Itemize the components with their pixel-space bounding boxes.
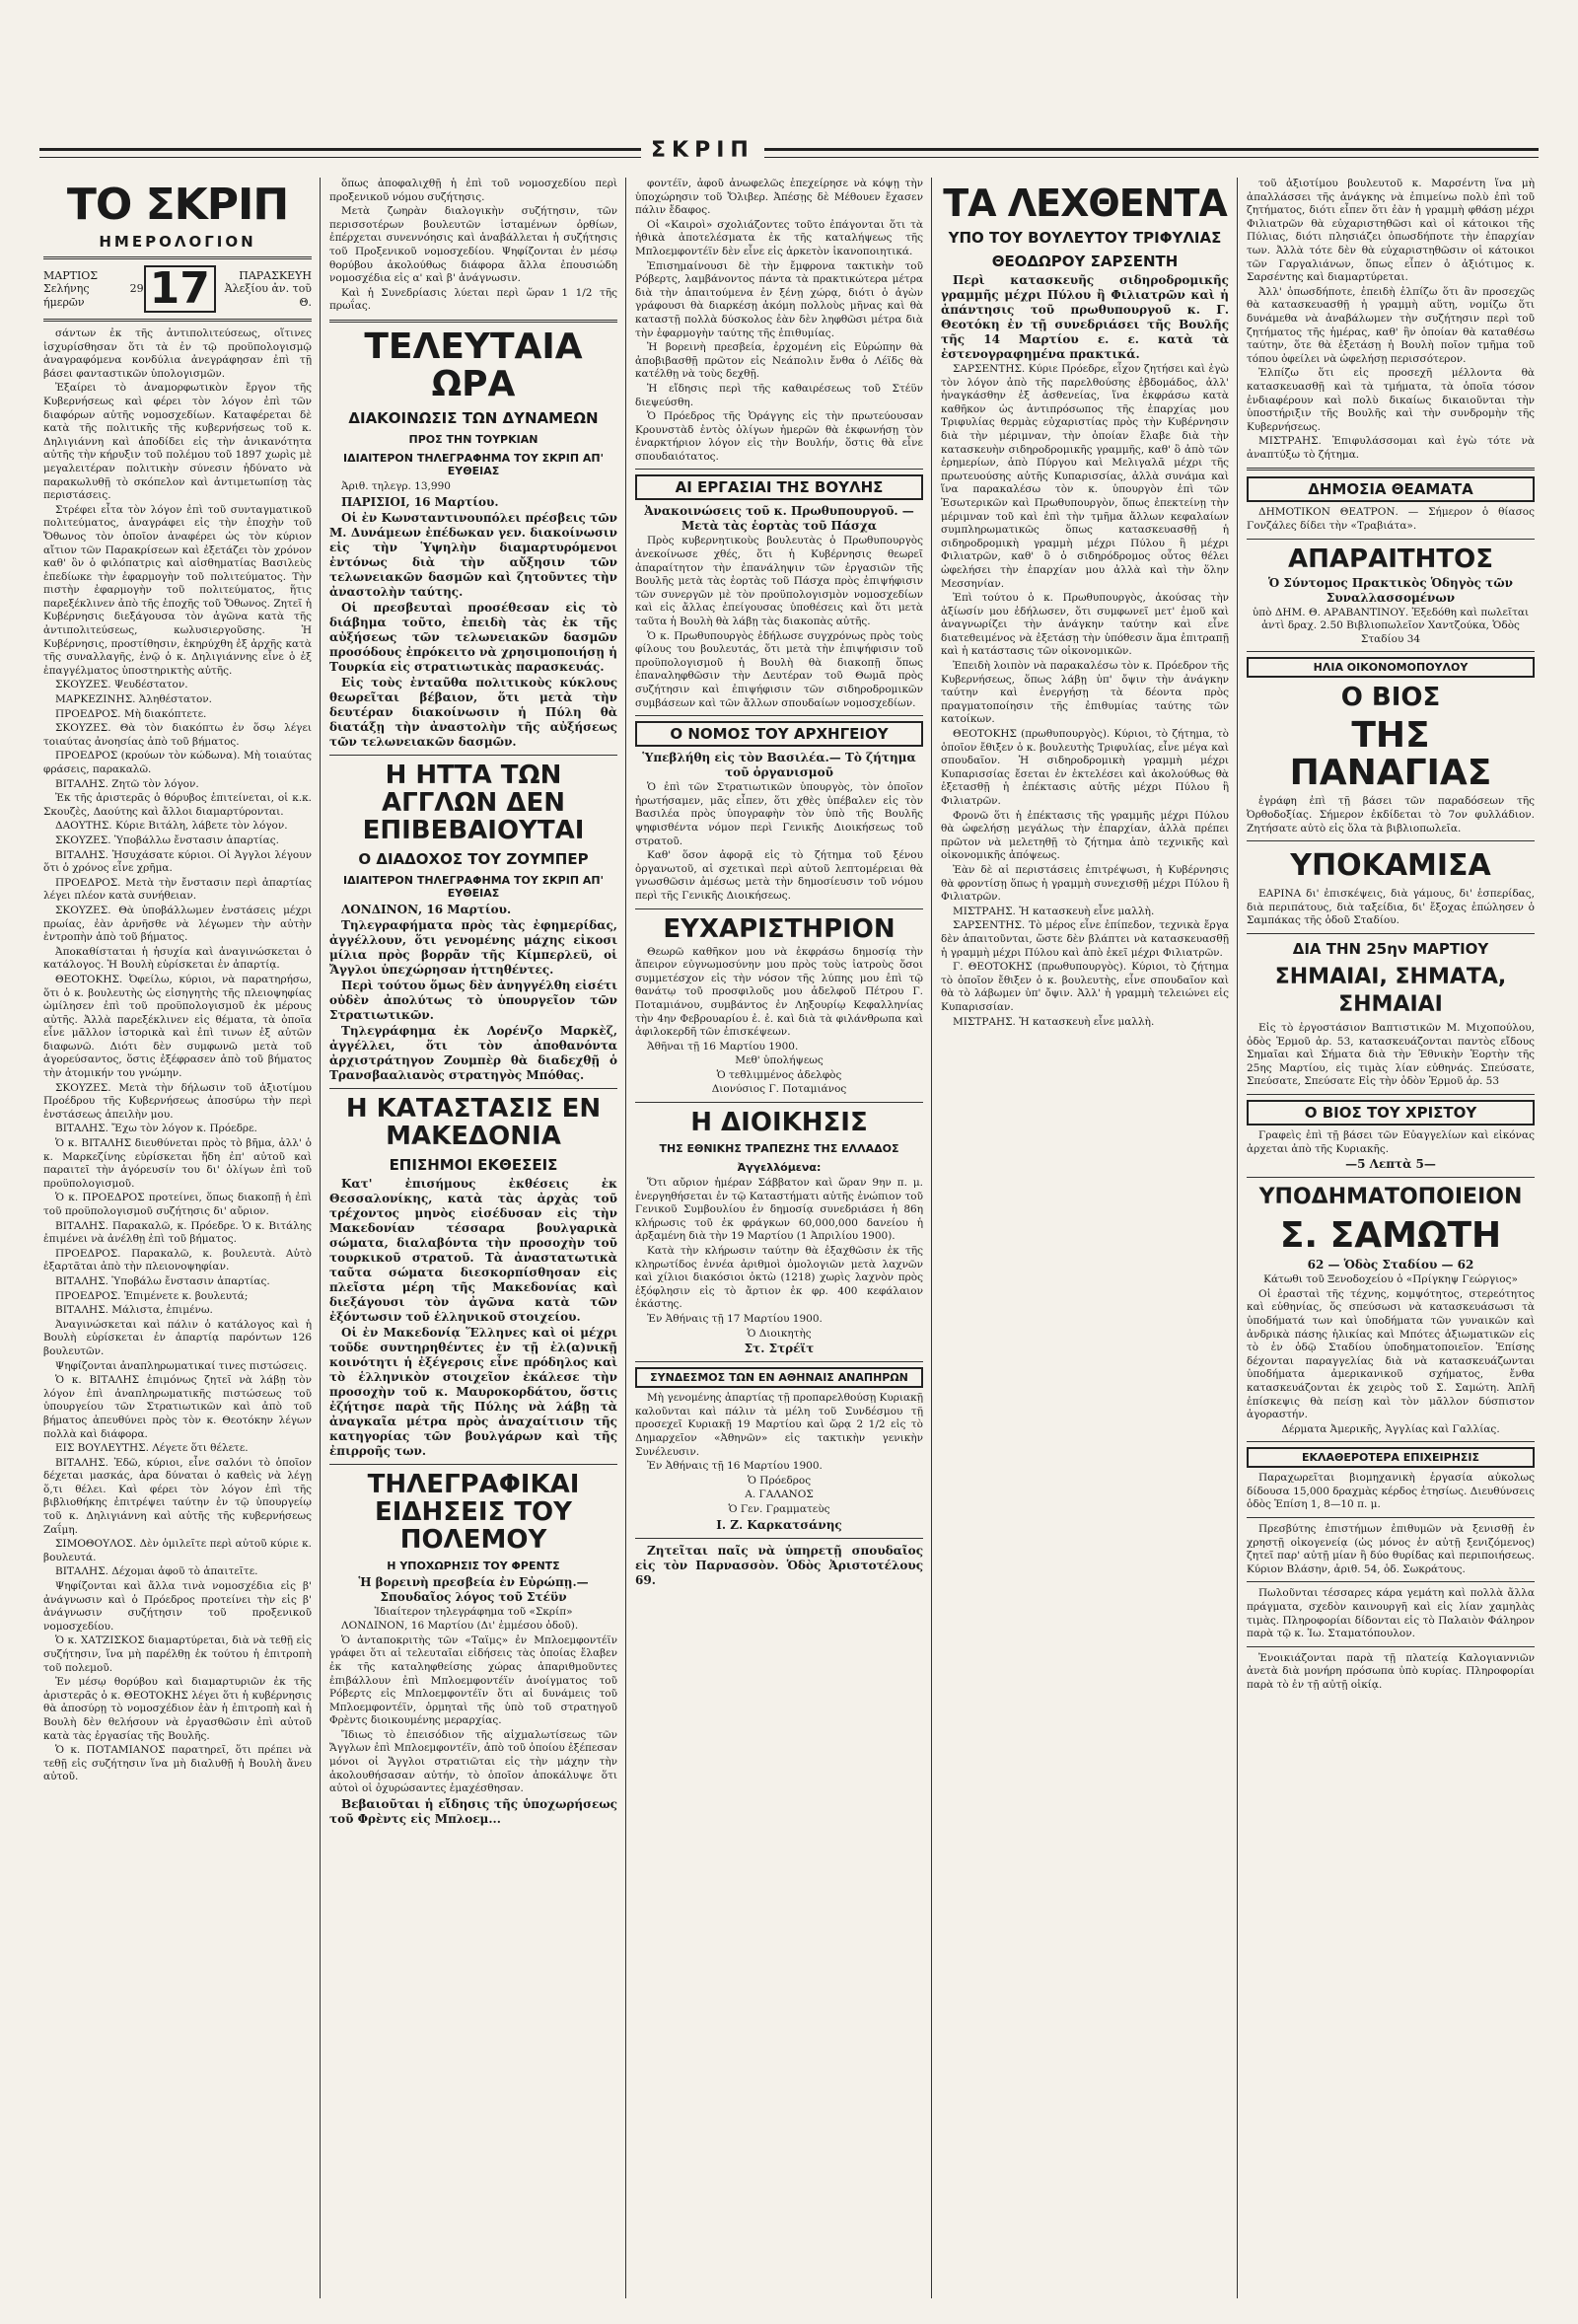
headline-parliament: ΑΙ ΕΡΓΑΣΙΑΙ ΤΗΣ ΒΟΥΛΗΣ [635,474,923,500]
headline-sub: Ἀγγελλόμενα: [737,1161,822,1175]
headline-law: Ο ΝΟΜΟΣ ΤΟΥ ΑΡΧΗΓΕΙΟΥ [635,721,923,747]
date: Ἐν Ἀθήναις τῇ 16 Μαρτίου 1900. [647,1460,823,1473]
dialogue-line: ΣΚΟΥΖΕΣ. Ψευδέστατον. [55,679,188,691]
article-paragraph: Γ. ΘΕΟΤΟΚΗΣ (πρωθυπουργὸς). Κύριοι, τὸ ζήτημα τὸ ὁποῖον ἔθιξεν ὁ κ. βουλευτὴς, εἶνε σπουδαῖον καὶ θὰ τὸ λάβωμεν ὑπ' ὄψιν. Ἀλλ' ἡ γραμμὴ τελειώνει εἰς Κυπαρισσίαν. [941,961,1229,1013]
column-4 [941,178,1229,2298]
ad-body: Εἰς τὸ ἐργοστάσιον Βαπτιστικῶν Μ. Μιχοπούλου, ὁδὸς Ἑρμοῦ ἀρ. 53, κατασκευάζονται παντὸς εἴδους Σημαῖαι καὶ Σήματα διὰ τὴν Ἐθνικὴν Ἑορτὴν τῆς 25ης Μαρτίου, εἰς τιμὰς λίαν εὐθηνάς. Σπεύσατε, Σπεύσατε, Σπεύσατε Εἰς τὴν ὁδὸν Ἑρμοῦ ἀρ. 53 [1247,1022,1535,1088]
ad-body: Παραχωρεῖται βιομηχανικὴ ἐργασία αὐκολως δίδουσα 15,000 δραχμὰς κέρδος ἐτησίως. Διευθύνσεις ὁδὸς Ἑπίση 1, 8—10 π. μ. [1247,1472,1535,1511]
ad-address: Κάτωθι τοῦ Ξενοδοχείου ὁ «Πρίγκηψ Γεώργιος» [1263,1273,1518,1286]
newspaper-name: ΤΟ ΣΚΡΙΠ [66,180,289,230]
lead: Ἡ βορεινὴ πρεσβεία ἐν Εὐρώπῃ.—Σπουδαῖος λόγος τοῦ Στέϋν [358,1574,589,1604]
dialogue-line: ΣΙΜΟΘΟΥΛΟΣ. Δὲν ὁμιλεῖτε περὶ αὐτοῦ κύριε κ. βουλευτά. [43,1538,312,1563]
dialogue-line: ΣΚΟΥΖΕΣ. Θὰ τὸν διακόπτω ἐν ὅσῳ λέγει τοιαύτας ἀνοησίας ἀπὸ τοῦ βήματος. [43,722,312,748]
dialogue-line: ΒΙΤΑΛΗΣ. Ἔχω τὸν λόγον κ. Πρόεδρε. [55,1123,257,1135]
signature: Ὁ Γεν. Γραμματεὺς [728,1502,830,1515]
date: Ἐν Ἀθήναις τῇ 17 Μαρτίου 1900. [647,1313,823,1325]
small-ad: Ζητεῖται παῖς νὰ ὑπηρετῇ σπουδαῖος εἰς τὸν Παρνασσὸν. Ὁδὸς Ἀριστοτέλους 69. [635,1543,923,1587]
col1-paragraphs [43,327,312,678]
col1-dialogue [43,679,312,1784]
headline-sub: Η ΥΠΟΧΩΡΗΣΙΣ ΤΟΥ ΦΡΕΝΤΣ [387,1559,560,1572]
col3-top [635,178,923,464]
dialogue-line: Ὁ κ. ΧΑΤΖΙΣΚΟΣ διαμαρτύρεται, διὰ νὰ τεθῇ εἰς συζήτησιν, ἵνα μὴ παρέλθῃ ἐκ τούτου ἡ ἐπιτροπὴ τοῦ πολεμοῦ. [43,1634,312,1674]
article-paragraph: σάντων ἐκ τῆς ἀντιπολιτεύσεως, οἵτινες ἰσχυρίσθησαν ὅτι τὰ ἐν τῷ προϋπολογισμῷ ἀναγραφόμενα κονδύλια ἀνεγράφησαν ἐπὶ τῇ βάσει φανταστικῶν ὑπολογισμῶν. [43,327,312,380]
article-body: Τηλεγράφημα ἐκ Λορένζο Μαρκὲζ, ἀγγέλλει, ὅτι τὸν ἀποθανόντα ἀρχιστράτηγον Ζουμπὲρ θὰ διαδεχθῇ ὁ Τρανσβααλιανὸς στρατηγὸς Μπόθας. [329,1023,617,1082]
ad-title: ΥΠΟΚΑΜΙΣΑ [1290,848,1491,884]
article-paragraph: Οἱ «Καιροὶ» σχολιάζοντες τοῦτο ἐπάγονται ὅτι τὰ ἠθικὰ ἀποτελέσματα ἐκ τῆς καταλήψεως τῆς Μπλοεμφοντέϊν δὲν εἶνε εἰς ἀρκετὸν ἱκανοποιητικά. [635,218,923,257]
dialogue-line: ΠΡΟΕΔΡΟΣ. Μὴ διακόπτετε. [55,707,207,720]
col3-law-body [635,781,923,903]
signature: Ὁ Πρόεδρος [747,1474,812,1487]
dialogue-line: ΒΙΤΑΛΗΣ. Παρακαλῶ, κ. Πρόεδρε. Ὁ κ. Βιτάλης ἐπιμένει νὰ ἀνέλθῃ ἐπὶ τοῦ βήματος. [43,1219,312,1246]
article-paragraph: Ἀλλ' ὁπωσδήποτε, ἐπειδὴ ἐλπίζω ὅτι ἂν προσεχῶς θὰ κατασκευασθῇ ἡ γραμμὴ αὕτη, νομίζω ὅτι δυνάμεθα νὰ ἀναβάλωμεν τὴν συζήτησιν περὶ τοῦ ζητήματος τῆς ἡμέρας, καθ' ἣν ὁποίαν θὰ καταθέσω ταύτην, ὅτε θὰ ἐξετάσῃ ἡ Βουλὴ ποῖον τμῆμα τοῦ τόπου ὀφείλει νὰ ὠφελήσῃ περισσότερον. [1247,285,1535,365]
ad-title: ΔΙΑ ΤΗΝ 25ην ΜΑΡΤΙΟΥ [1292,940,1489,958]
column-1 [43,178,312,2298]
article-paragraph: Πρὸς κυβερνητικοὺς βουλευτὰς ὁ Πρωθυπουργὸς ἀνεκοίνωσε χθές, ὅτι ἡ Κυβέρνησις θεωρεῖ ἀπαραίτητον τὴν ἐπανάληψιν τῶν ἐργασιῶν τῆς Βουλῆς μετὰ τὰς ἑορτὰς τοῦ Πάσχα πρὸς ἐπιψήφισιν τῶν συνεργῶν μὲ τὸν προϋπολογισμὸν νομοσχεδίων καὶ εἰς ἄλλας ἐπείγουσας ὑποθέσεις καὶ ὅτι μετὰ ταῦτα ἡ Βουλὴ θὰ λάβῃ τὰς διακοπὰς αὐτῆς. [635,535,923,628]
ad-main: ΤΗΣ ΠΑΝΑΓΙΑΣ [1289,715,1492,794]
article-paragraph: Ἐλπίζω ὅτι εἰς προσεχῆ μέλλοντα θὰ κατασκευασθῇ καὶ τὰ τμήματα, τὰ ὁποῖα τόσον ἐνδιαφέρουν καὶ πολὺ δικαίως δικαιοῦνται τὴν ὑποστήριξιν τῆς Βουλῆς καὶ τὴν συνδρομὴν τῆς Κυβερνήσεως. [1247,367,1535,433]
ad-body: ΕΑΡΙΝΑ δι' ἐπισκέψεις, διὰ γάμους, δι' ἑσπερίδας, διὰ περιπάτους, διὰ ταξείδια, δι' ἔξοχας ἐπώλησεν ὁ Σαμπάκας τῆς ὁδοῦ Σταδίου. [1247,888,1535,927]
col4-body [941,363,1229,1029]
article-body: Ὅτι αὔριον ἡμέραν Σάββατον καὶ ὥραν 9ην π. μ. ἐνεργηθήσεται ἐν τῷ Καταστήματι αὐτῆς ἐνώπιον τοῦ Γενικοῦ Συμβουλίου ἐν δημοσίᾳ συνεδριάσει ἡ 86η κλήρωσις τοῦ ἐκ φράγκων 60,000,000 δανείου ἡ ἀρξαμένη διὰ τὴν 19 Μαρτίου (1 Ἀπριλίου 1900). [635,1177,923,1243]
ad-body: ἐγράφη ἐπὶ τῇ βάσει τῶν παραδόσεων τῆς Ὀρθοδοξίας. Σήμερον ἐκδίδεται τὸ 7ον φυλλάδιον. Ζητήσατε αὐτὸ εἰς ὅλα τὰ βιβλιοπωλεῖα. [1247,795,1535,835]
headline-speech: ΤΑ ΛΕΧΘΕΝΤΑ [943,182,1227,225]
headline-sub: ΘΕΟΔΩΡΟΥ ΣΑΡΣΕΝΤΗ [991,253,1179,270]
lead: Περὶ κατασκευῆς σιδηροδρομικῆς γραμμῆς μέχρι Πύλου ἢ Φιλιατρῶν καὶ ἡ ἀπάντησις τοῦ πρωθυπουργοῦ κ. Γ. Θεοτόκη ἐν τῇ συνεδριάσει τῆς Βουλῆς τῆς 14 Μαρτίου ε. ε. κατὰ τὰ ἐστενογραφημένα πρακτικά. [941,273,1229,361]
column-rule [320,178,321,2298]
dateline: ΛΟΝΔΙΝΟΝ, 16 Μαρτίου (Δι' ἐμμέσου ὁδοῦ). [341,1620,579,1633]
article-paragraph: Ἐπισημαίνουσι δὲ τὴν ἔμφρονα τακτικὴν τοῦ Ρόβερτς, λαμβάνοντος πάντα τὰ πρακτικώτερα μέτρα διὰ τὴν ἀπαιτούμενα ἐν ξένῃ χώρᾳ, διότι ὁ ἀγὼν γράφουσι θὰ διαρκέσῃ ἀκόμη πολλοὺς μῆνας καὶ θὰ καταστῇ πολλὰ δύσκολος ἐὰν δὲν ληφθῶσι μέτρα διὰ τὴν ἐφαρμογὴν ταύτης τῆς ἐπιθυμίας. [635,259,923,339]
ad-title: Ο ΒΙΟΣ ΤΟΥ ΧΡΙΣΤΟΥ [1247,1100,1535,1126]
dialogue-line: ΠΡΟΕΔΡΟΣ. Μετὰ τὴν ἔνστασιν περὶ ἀπαρτίας λέγει πλέον κατὰ συνήθειαν. [43,876,312,903]
article-paragraph: Καὶ ἡ Συνεδρίασις λύεται περὶ ὥραν 1 1/2 τῆς πρωΐας. [329,286,617,313]
dialogue-line: ΘΕΟΤΟΚΗΣ. Ὀφείλω, κύριοι, νὰ παρατηρήσω, ὅτι ὁ κ. βουλευτὴς ὡς εἰσηγητὴς τῆς πλειοψηφίας ὡμίλησεν ἐπὶ τοῦ προϋπολογισμοῦ ἐκ μέρους αὐτῆς. Ἀλλὰ παρεξέκλινεν εἰς θέματα, τὰ ὁποῖα εἶνε μᾶλλον ἱστορικὰ καὶ ἐπὶ τινων ἐξ αὐτῶν διαφωνῶ. Διότι δὲν συμφωνῶ μετὰ τοῦ ἀγορεύσαντος, ὅστις ἐξέφρασεν ἀπὸ τοῦ βήματος τὴν ἀτομικήν του γνώμην. [43,973,312,1080]
ad-main: Ο ΒΙΟΣ [1340,683,1441,713]
dialogue-line: ΣΚΟΥΖΕΣ. Θὰ ὑποβάλλωμεν ἐνστάσεις μέχρι πρωίας, ἐὰν ἀρνῆσθε νὰ λέγωμεν τὴν αὐτὴν ἐντροπὴν ἀπὸ τοῦ βήματος. [43,904,312,944]
date: Ἀθῆναι τῇ 16 Μαρτίου 1900. [647,1040,799,1053]
col5-top [1247,178,1535,462]
headline-association: ΣΥΝΔΕΣΜΟΣ ΤΩΝ ΕΝ ΑΘΗΝΑΙΣ ΑΝΑΠΗΡΩΝ [635,1367,923,1388]
dialogue-line: ΒΙΤΑΛΗΣ. Ἐδῶ, κύριοι, εἶνε σαλόνι τὸ ὁποῖον δέχεται μασκάς, ἀρα δύναται ὁ καθεὶς νὰ λέγῃ ὅ,τι θέλει. Καὶ φέρει τὸν λόγον ἐπὶ τῆς βιβλιοθήκης ἐπιτρέψει ταύτην ἐν τῷ ὑπουργείῳ τοῦ κ. Δηλιγιάννη καὶ αὐτῆς τῆς κυβερνήσεως Ζαΐμη. [43,1456,312,1536]
article-body: Κατὰ τὴν κλήρωσιν ταύτην θὰ ἐξαχθῶσιν ἐκ τῆς κληρωτίδος ἐννέα ἀριθμοὶ ὁμολογιῶν μετὰ λαχνῶν καὶ χίλιοι διακόσιοι ὀκτὼ (1218) χωρὶς λαχνὸν πρὸς ἐξόφλησιν εἰς τὸ ἄρτιον ἐκ φρ. 400 κεφάλαιον ἑκάστης. [635,1245,923,1311]
signature: Ὁ τεθλιμμένος ἀδελφὸς [716,1068,842,1081]
article-paragraph: Ἐξαίρει τὸ ἀναμορφωτικὸν ἔργον τῆς Κυβερνήσεως καὶ φέρει τὸν λόγον ἐπὶ τῶν διαφόρων αὐτῆς νομοσχεδίων. Καταφέρεται δὲ κατὰ τῆς πολιτικῆς τῆς κυβερνήσεως τοῦ κ. Δηλιγιάννη καὶ ἀποδίδει εἰς τὴν ἀνικανότητα αὐτῆς τὴν κήρυξιν τοῦ πολέμου τοῦ 1897 χωρὶς μὲ μεγαλειτέραν πολιτικὴν σύνεσιν ἠδύνατο νὰ παρακωλυθῇ τὸ σκόπελον καὶ ἀντιμετωπίσῃ τὰς περιστάσεις. [43,382,312,502]
moon-day: Σελήνης 29 ήμερῶν [43,282,144,309]
ad-body: Δέρματα Ἀμερικῆς, Ἀγγλίας καὶ Γαλλίας. [1281,1422,1500,1435]
ad-title: ΥΠΟΔΗΜΑΤΟΠΟΙΕΙΟΝ [1258,1185,1523,1210]
headline-thanks: ΕΥΧΑΡΙΣΤΗΡΙΟΝ [663,913,896,944]
headline-macedonia: Η ΚΑΤΑΣΤΑΣΙΣ ΕΝ ΜΑΚΕΔΟΝΙΑ [345,1093,602,1151]
day-number: 17 [144,265,216,313]
col2-top [329,178,617,314]
article-paragraph: τοῦ ἀξιοτίμου βουλευτοῦ κ. Μαρσέντη ἵνα μὴ ἀπαλλάσσει τῆς ἀνάγκης νὰ ἐπιμείνω πολὺ ἐπὶ τοῦ ζητήματος, διότι εἶπεν ὅτι ἐὰν ἡ γραμμὴ φθάσῃ μέχρι Φιλιατρῶν θὰ εὐχαριστηθῶσι καὶ οἱ κάτοικοι τῆς Πύλιας, διότι πλησιάζει ὁπωσδήποτε τὴν ἐπαρχίαν των. Ἀλλὰ τότε δὲν θὰ εὐχαριστηθῶσιν οἱ κάτοικοι τῶν Γαργαλιάνων, ὅπως εἶπεν ὁ ἀξιότιμος κ. Σαρσέντης καὶ διαμαρτύρεται. [1247,178,1535,284]
ad-body: ὑπὸ ΔΗΜ. Θ. ΑΡΑΒΑΝΤΙΝΟΥ. Ἐξεδόθη καὶ πωλεῖται ἀντὶ δραχ. 2.50 Βιβλιοπωλεῖον Χαντζούκα, Ὁδὸς Σταδίου 34 [1252,606,1530,645]
article-body: Βεβαιοῦται ἡ εἴδησις τῆς ὑποχωρήσεως τοῦ Φρὲντς εἰς Μπλοεμ... [329,1796,617,1826]
ad-title: ΑΠΑΡΑΙΤΗΤΟΣ [1288,544,1493,574]
wire-label: Ἰδιαίτερον τηλεγράφημα τοῦ «Σκρίπ» [374,1605,573,1618]
article-body: Ὁ ἀνταποκριτὴς τῶν «Ταϊμς» ἐν Μπλοεμφοντέϊν γράφει ὅτι αἱ τελευταῖαι εἰδήσεις τὰς ὁποίας ἔλαβεν ἐκ τῆς καταληφθείσης χώρας ἀπαριθμοῦντες ἐπιβάλλουν ἐπὶ Μπλοεμφοντέϊν ἀνοίγματος τοῦ Ρόβερτς εἰς Μπλοεμφοντέϊν ὅτι αἱ δυνάμεις τοῦ Μπλοεμφοντέϊν, ὁρμηταὶ τῆς ὑπὸ τοῦ στρατηγοῦ Φρὲντς διοικουμένης μεραρχίας. [329,1634,617,1727]
article-paragraph: Ἐπειδὴ λοιπὸν νὰ παρακαλέσω τὸν κ. Πρόεδρον τῆς Κυβερνήσεως, ὅπως λάβῃ ὑπ' ὄψιν τὴν ἀνάγκην ταύτην καὶ ἐνεργήσῃ τὰ δέοντα πρὸς πραγματοποίησιν τῆς ἐπιθυμίας ταύτης τῶν κατοίκων. [941,660,1229,726]
article-body: Οἱ πρεσβευταὶ προσέθεσαν εἰς τὸ διάβημα τοῦτο, ἐπειδὴ τὰς ἐκ τῆς αὐξήσεως τῶν τελωνειακῶν δασμῶν προσόδους ἐπρόκειτο νὰ χρησιμοποιήσῃ ἡ Τουρκία εἰς στρατιωτικὰς παρασκευάς. [329,600,617,674]
dialogue-line: ΕΙΣ ΒΟΥΛΕΥΤΗΣ. Λέγετε ὅτι θέλετε. [55,1442,249,1455]
column-3 [635,178,923,2298]
dialogue-line: ΒΙΤΑΛΗΣ. Ζητῶ τὸν λόγον. [55,777,199,790]
headline-last-hour: ΤΕΛΕΥΤΑΙΑ ΩΡΑ [364,326,583,404]
dialogue-line: Ἐκ τῆς ἀριστερᾶς ὁ θόρυβος ἐπιτείνεται, οἱ κ.κ. Σκουζὲς, Δαούτης καὶ ἄλλοι διαμαρτύρονται. [43,792,312,818]
lead: Ὑπεβλήθη εἰς τὸν Βασιλέα.— Τὸ ζήτημα τοῦ ὀργανισμοῦ [642,751,916,780]
headline-defeat: Η ΗΤΤΑ ΤΩΝ ΑΓΓΛΩΝ ΔΕΝ ΕΠΙΒΕΒΑΙΟΥΤΑΙ [362,760,585,845]
running-title: ΣΚΡΙΠ [641,138,764,163]
article-body: Οἱ ἐν Μακεδονίᾳ Ἕλληνες καὶ οἱ μέχρι τοῦδε συντηρηθέντες ἐν τῇ ἐλ(α)νικῇ κοινότητι ἡ ἐξέγερσις εἶνε πρόδηλος καὶ τὸ ἑλληνικὸν στοιχεῖον ἐκάλεσε τὴν προσοχὴν τοῦ κ. Μαυροκορδάτου, ὅστις ἐζήτησε παρὰ τῆς Πύλης νὰ λάβῃ τὰ ἀναγκαῖα μέτρα πρὸς ἀναχαίτισιν τῆς κατηγορίας τῶν βουλγάρων καὶ τῆς ἐπιρροῆς των. [329,1325,617,1458]
column-rule [625,178,626,2298]
signature: Διονύσιος Γ. Ποταμιάνος [711,1083,847,1096]
headline-bank: Η ΔΙΟΙΚΗΣΙΣ [690,1108,868,1138]
dialogue-line: Ὁ κ. ΠΡΟΕΔΡΟΣ προτείνει, ὅπως διακοπῇ ἡ ἐπὶ τοῦ προϋπολογισμοῦ συζήτησις δι' αὔριον. [43,1192,312,1217]
ad-body: Οἱ ἐρασταὶ τῆς τέχνης, κομψότητος, στερεότητος καὶ εὐθηνίας, ὅς σπεύσωσι νὰ κατασκευάσωσι τὰ ὑποδήματά των καὶ ὑποδήματα τῶν γυναικῶν καὶ ἀνδρικὰ πάσης ἡλικίας καὶ Μπότες ἀξιωματικῶν εἰς τὸ ἐν ὁδῷ Σταδίου ὑποδηματοποιεῖον. Ἐπίσης δέχονται παραγγελίας διὰ νὰ κατασκευάζωνται ὑποδήματα ἀμερικανικοῦ σχήματος, ἔνθα κατασκευάζονται ἐκ χειρὸς τοῦ Σ. Σαμώτη. Ἀπλῆ ἐπίσκεψις θὰ πείσῃ καὶ τὸν μᾶλλον δύσπιστον ἀγοραστήν. [1247,1287,1535,1421]
dialogue-line: ΣΚΟΥΖΕΣ. Μετὰ τὴν δήλωσιν τοῦ ἀξιοτίμου Προέδρου τῆς Κυβερνήσεως ἀποσύρω τὴν περὶ ἐνστάσεως ἀπειλὴν μου. [43,1081,312,1121]
article-paragraph: Φρονῶ ὅτι ἡ ἐπέκτασις τῆς γραμμῆς μέχρι Πύλου θὰ ὠφελήσῃ μεγάλως τὴν ἐπαρχίαν, ἀλλὰ πρέπει πρῶτον νὰ μελετηθῇ τὸ ζήτημα ἀπὸ τεχνικῆς καὶ οἰκονομικῆς ἀπόψεως. [941,809,1229,862]
dialogue-line: ΔΑΟΥΤΗΣ. Κύριε Βιτάλη, λάβετε τὸν λόγον. [55,820,288,833]
article-paragraph: Στρέφει εἶτα τὸν λόγον ἐπὶ τοῦ συνταγματικοῦ πολιτεύματος, ἀναγράφει εἰς τὴν ἐποχὴν τοῦ Ὄθωνος τὸν ὁποῖον ἀναφέρει ὡς τὸν κύριον αἴτιον τῶν Παρακρίσεων καὶ ἐξετάζει τὸν χρόνον καθ' ὃν ὁ φιλόπατρις καὶ αἰσθηματίας Βασιλεὺς ἐπεδίωκε τὴν ἐφαρμογὴν τοῦ πολιτεύματος. Τὴν πιστὴν ἐφαρμογὴν τοῦ πολιτεύματος, ἥτις παρεξέκλινεν ἀπὸ τῆς ἐποχῆς τοῦ Ὄθωνος. Ζητεῖ ἡ Κυβέρνησις διεξάγουσα τὸν ἀγῶνα κατὰ τῆς ἀντιπολιτεύσεως, κωλυσιεργοῦσης. Ἡ Κυβέρνησις, προστίθησιν, ἐκηρύχθη ἐξ ἀρχῆς κατὰ τῆς συναλλαγῆς, ἐνῷ ὁ κ. Δηλιγιάννης εἶνε ὁ ἐξ ἐπαγγέλματος ὑποστηρικτὴς αὐτῆς. [43,503,312,677]
article-paragraph: Ἡ εἴδησις περὶ τῆς καθαιρέσεως τοῦ Στέϋν διεψεύσθη. [635,382,923,408]
signature: Στ. Στρέϊτ [744,1342,815,1356]
ad-address: 62 — Ὁδὸς Σταδίου — 62 [1307,1258,1474,1272]
month: ΜΑΡΤΙΟΣ [43,268,99,282]
article-body: Θεωρῶ καθῆκον μου νὰ ἐκφράσω δημοσίᾳ τὴν ἄπειρον εὐγνωμοσύνην μου πρὸς τοὺς ἰατροὺς ὅσοι συμμετέσχον εἰς τὴν νόσον τῆς λύπης μου ἐπὶ τῷ θανάτῳ τοῦ προσφιλοῦς μου ἀδελφοῦ Πέτρου Γ. Ποταμιάνου, συμβάντος ἐν Ληξουρίῳ Κεφαλληνίας τὴν 4ην Φεβρουαρίου ἐ. ἐ. καὶ διὰ τὰ φιλάνθρωπα καὶ ἀφιλοκερδῆ τῶν ἐπισκέψεων. [635,945,923,1039]
ad-title: ΗΛΙΑ ΟΙΚΟΝΟΜΟΠΟΥΛΟΥ [1247,657,1535,678]
headline-sub: ΔΙΑΚΟΙΝΩΣΙΣ ΤΩΝ ΔΥΝΑΜΕΩΝ [348,408,599,427]
ad-title: ΕΚΛΑΘΕΡΟΤΕΡΑ ΕΠΙΧΕΙΡΗΣΙΣ [1247,1447,1535,1468]
small-ad: Ἐνοικιάζονται παρὰ τῇ πλατείᾳ Καλογιαννιῶν ἀνετὰ διὰ μονήρη πρόσωπα ὑπὸ κυρίας. Πληροφορίαι παρὰ τὸ ἐν τῇ αὐτῇ οἰκίᾳ. [1247,1651,1535,1691]
article-paragraph: ΘΕΟΤΟΚΗΣ (πρωθυπουργὸς). Κύριοι, τὸ ζήτημα, τὸ ὁποῖον ἔθιξεν ὁ κ. βουλευτὴς Τριφυλίας, εἶνε μέγα καὶ σπουδαῖον. Ἡ σιδηροδρομικὴ γραμμὴ μέχρι Κυπαρισσίας ἔσεται ἐν ἐκτελέσει καὶ ἀκολούθως θὰ ἐξετασθῇ ἡ ἐπέκτασις αὐτῆς μέχρι Πύλου ἢ Φιλιατρῶν. [941,728,1229,807]
wire-label: ΙΔΙΑΙΤΕΡΟΝ ΤΗΛΕΓΡΑΦΗΜΑ ΤΟΥ ΣΚΡΙΠ ΑΠ' ΕΥΘΕΙΑΣ [343,451,604,477]
dialogue-line: ΜΑΡΚΕΖΙΝΗΣ. Ἀληθέστατον. [55,693,213,706]
date-box [43,265,312,313]
article-paragraph: Ὁ ἐπὶ τῶν Στρατιωτικῶν ὑπουργὸς, τὸν ὁποῖον ἠρωτήσαμεν, μᾶς εἶπεν, ὅτι χθὲς ὑπέβαλεν εἰς τὸν Βασιλέα πρὸς ὑπογραφὴν τὸν ὑπὸ τῆς Βουλῆς ψηφισθέντα νόμον περὶ Γενικῆς Διοικήσεως τοῦ στρατοῦ. [635,781,923,847]
dialogue-line: Ὁ κ. ΒΙΤΑΛΗΣ διευθύνεται πρὸς τὸ βῆμα, ἀλλ' ὁ κ. Μαρκεζίνης εὑρίσκεται ἤδη ἐπ' αὐτοῦ καὶ παραιτεῖ τὴν ἀγόρευσίν του δι' ὀλίγων ἐπὶ τοῦ προϋπολογισμοῦ. [43,1137,312,1190]
wire-label: ΙΔΙΑΙΤΕΡΟΝ ΤΗΛΕΓΡΑΦΗΜΑ ΤΟΥ ΣΚΡΙΠ ΑΠ' ΕΥΘΕΙΑΣ [343,873,604,900]
headline-sub: ΕΠΙΣΗΜΟΙ ΕΚΘΕΣΕΙΣ [389,1155,558,1174]
dialogue-line: ΒΙΤΑΛΗΣ. Δέχομαι ἀφοῦ τὸ ἀπαιτεῖτε. [55,1565,258,1578]
article-paragraph: Ἡ βορεινὴ πρεσβεία, ἐρχομένη εἰς Εὐρώπην θὰ ἀποβιβασθῇ πρῶτον εἰς Νεάπολιν ἔνθα ὁ Λέϊδς θὰ κατέλθῃ νὰ τοὺς δεχθῇ. [635,341,923,381]
small-ad: Πρεσβύτης ἐπιστήμων ἐπιθυμῶν νὰ ξενισθῇ ἐν χρηστῇ οἰκογενείᾳ (ὡς μόνος ἐν αὐτῇ ξενιζόμενος) ζητεῖ παρ' αὐτῇ μίαν ἢ δύο θυρίδας καὶ περιποιήσεως. Κύριον Βλάσην, ἀριθ. 54, ὁδ. Σωκράτους. [1247,1523,1535,1575]
article-paragraph: Ἐπὶ τούτου ὁ κ. Πρωθυπουργὸς, ἀκούσας τὴν ἀξίωσίν μου ἐδήλωσεν, ὅτι συμφωνεῖ μετ' ἐμοῦ καὶ ἀναγνωρίζει τὴν ἀνάγκην ταύτην καὶ εἶνε διατεθειμένος νὰ ἐξετάσῃ τὴν ὑπόθεσιν ἅμα ἐπιτραπῇ καὶ ἡ κατάστασις τῶν οἰκονομικῶν. [941,592,1229,658]
ad-body: ΔΗΜΟΤΙΚΟΝ ΘΕΑΤΡΟΝ. — Σήμερον ὁ θίασος Γονζάλες δίδει τὴν «Τραβιάτα». [1247,506,1535,533]
article-body: Κατ' ἐπισήμους ἐκθέσεις ἐκ Θεσσαλονίκης, κατὰ τὰς ἀρχὰς τοῦ τρέχοντος μηνὸς εἰσέδυσαν εἰς τὴν Μακεδονίαν τέσσαρα βουλγαρικὰ σώματα, διαλαβόντα τὴν προσοχὴν τοῦ τουρκικοῦ στρατοῦ. Τὰ ἀναστατωτικὰ ταῦτα σώματα διεσκορπίσθησαν εἰς πλεῖστα μέρη τῆς Μακεδονίας καὶ διεξάγουσι τὸν ἀγῶνα κατὰ τῶν ἐξόντωσιν τοῦ ἑλληνικοῦ στοιχείου. [329,1176,617,1324]
article-paragraph: Ἐὰν δὲ αἱ περιστάσεις ἐπιτρέψωσι, ἡ Κυβέρνησις θὰ φροντίσῃ ὅπως ἡ γραμμὴ συνεχισθῇ μέχρι Πύλου ἢ Φιλιατρῶν. [941,863,1229,904]
signature: Ὁ Διοικητὴς [747,1327,812,1340]
dialogue-line: ΣΚΟΥΖΕΣ. Ὑποβάλλω ἔνστασιν ἀπαρτίας. [55,834,279,846]
article-body: Εἰς τοὺς ἐνταῦθα πολιτικοὺς κύκλους θεωρεῖται βέβαιον, ὅτι μετὰ τὴν δευτέραν διακοίνωσιν ἡ Πύλη θὰ διατάξῃ τὴν ἀναστολὴν τῆς αὐξήσεως τῶν τελωνειακῶν δασμῶν. [329,675,617,749]
column-5 [1247,178,1535,2298]
weekday: ΠΑΡΑΣΚΕΥΗ [239,268,312,282]
article-body: Μὴ γενομένης ἀπαρτίας τῇ προπαρελθούσῃ Κυριακῇ καλοῦνται καὶ πάλιν τὰ μέλη τοῦ Συνδέσμου τῇ προσεχεῖ Κυριακῇ 19 Μαρτίου καὶ ὥρᾳ 2 1/2 εἰς τὸ Δημαρχεῖον «Ἀθηνῶν» εἰς τακτικὴν γενικὴν Συνέλευσιν. [635,1392,923,1458]
article-paragraph: ὅπως ἀποφαλιχθῇ ἡ ἐπὶ τοῦ νομοσχεδίου περὶ προξενικοῦ νόμου συζήτησις. [329,178,617,203]
lead: Ἀνακοινώσεις τοῦ κ. Πρωθυπουργοῦ. — Μετὰ τὰς ἑορτὰς τοῦ Πάσχα [644,504,914,534]
dialogue-line: ΒΙΤΑΛΗΣ. Μάλιστα, ἐπιμένω. [55,1304,213,1317]
signature: Ι. Ζ. Καρκατσάνης [716,1517,842,1532]
dialogue-line: Ἀποκαθίσταται ἡ ἡσυχία καὶ ἀναγινώσκεται ὁ κατάλογος. Ἡ Βουλὴ εὑρίσκεται ἐν ἀπαρτίᾳ. [43,945,312,972]
ad-title: ΔΗΜΟΣΙΑ ΘΕΑΜΑΤΑ [1247,476,1535,502]
signature: Μεθ' ὑπολήψεως [735,1054,824,1067]
column-rule [1237,178,1238,2298]
headline-sub: ΠΡΟΣ ΤΗΝ ΤΟΥΡΚΙΑΝ [408,432,538,446]
ad-sub: Ὁ Σύντομος Πρακτικὸς Ὁδηγὸς τῶν Συναλλασσομένων [1268,575,1513,605]
article-body: Ἴδιως τὸ ἐπεισόδιον τῆς αἰχμαλωτίσεως τῶν Ἄγγλων ἐπὶ Μπλοεμφοντέϊν, ἀπὸ τοῦ ὁποίου ἐξέπεσαν μόνοι οἱ Ἄγγλοι στρατιῶται εἰς τὴν μάχην τὴν ἀκολουθήσασαν αὐτήν, τὸ ὁποῖον ἀποκάλυψε ὅτι αὐτοὶ οἱ ὀχυρώσαντες ἐμαχέσθησαν. [329,1728,617,1795]
article-paragraph: Καθ' ὅσον ἀφορᾷ εἰς τὸ ζήτημα τοῦ ξένου ὀργανωτοῦ, αἱ σχετικαὶ περὶ αὐτοῦ λεπτομέρειαι θὰ γνωσθῶσιν ἀμέσως μετὰ τὴν δημοσίευσιν τοῦ νόμου περὶ τῆς Γενικῆς Διοικήσεως. [635,849,923,902]
wire-number: Ἀριθ. τηλεγρ. 13,990 [341,479,451,492]
dialogue-line: ΒΙΤΑΛΗΣ. Ὑποβάλω ἔνστασιν ἀπαρτίας. [55,1274,270,1287]
saint: Ἀλεξίου ἀν. τοῦ Θ. [224,282,312,309]
column-rule [931,178,932,2298]
headline-sub: Ο ΔΙΑΔΟΧΟΣ ΤΟΥ ΖΟΥΜΠΕΡ [358,849,589,868]
dateline: ΛΟΝΔΙΝΟΝ, 16 Μαρτίου. [341,902,512,916]
article-body: Οἱ ἐν Κωνσταντινουπόλει πρέσβεις τῶν Μ. Δυνάμεων ἐπέδωκαν γεν. διακοίνωσιν εἰς τὴν Ὑψηλὴν διαμαρτυρόμενοι ἐντόνως διὰ τὴν αὔξησιν τῶν τελωνειακῶν δασμῶν καὶ ζητοῦντες τὴν ἀναστολὴν ταύτης. [329,510,617,599]
article-paragraph: ΣΑΡΣΕΝΤΗΣ. Κύριε Πρόεδρε, εἶχον ζητήσει καὶ ἐγὼ τὸν λόγον ἀπὸ τῆς παρελθούσης ἑβδομάδος, ἀλλ' ἠναγκάσθην ἐξ ἀσθενείας, ἵνα ἐκφράσω κατὰ καθῆκον ὡς ἀντιπρόσωπος τῆς ἐπαρχίας μου Τριφυλίας θερμὰς εὐχαριστίας πρὸς τὴν Κυβέρνησιν διὰ τὴν μέριμναν, τὴν ὁποίαν ἔλαβε διὰ τὴν κατασκευὴν σιδηροδρομικῆς γραμμῆς, καθ' ὃ ἀπὸ τῶν ἐρημερίων, ἀπὸ Πύργου καὶ Μελιγαλᾶ μέχρι τῆς πρωτευούσης αὐτῆς Κυπαρισσίας, ἀλλὰ συνάμα καὶ ἵνα παρακαλέσω τὸν κ. ὑπουργὸν ἐπὶ τῶν Ἐσωτερικῶν καὶ Πρωθυπουργὸν, ὅπως ἐπεκτείνῃ τὴν μέριμναν τοῦ καὶ ἐπὶ τὴν τμῆμα ἄλλων κεφαλαίων συμπληρωματικῶς ὅπως κατασκευασθῇ ἡ σιδηροδρομικὴ γραμμὴ μέχρι Πύλου ἢ μέχρι Φιλιατρῶν, καθ' ὃ ὁ σιδηρόδρομος οὗτος θέλει ὠφελήσει τὴν ἐπαρχίαν μου ἀλλὰ καὶ τὴν ὅλην Μεσσηνίαν. [941,363,1229,590]
article-body: Περὶ τούτου ὅμως δὲν ἀνηγγέλθη εἰσέτι οὐδὲν ἀπολύτως τὸ ὑπουργεῖον τῶν Στρατιωτικῶν. [329,978,617,1022]
ad-body: Γραφεὶς ἐπὶ τῇ βάσει τῶν Εὐαγγελίων καὶ εἰκόνας ἀρχεται ἀπὸ τῆς Κυριακῆς. [1247,1128,1535,1155]
ad-title: ΣΗΜΑΙΑΙ, ΣΗΜΑΤΑ, ΣΗΜΑΙΑΙ [1274,965,1507,1017]
signature: Α. ΓΑΛΑΝΟΣ [745,1489,814,1501]
headline-war-news: ΤΗΛΕΓΡΑΦΙΚΑΙ ΕΙΔΗΣΕΙΣ ΤΟΥ ΠΟΛΕΜΟΥ [367,1469,580,1555]
article-paragraph: φοντέϊν, ἀφοῦ ἀνωφελῶς ἐπεχείρησε νὰ κόψῃ τὴν ὑποχώρησιν τοῦ Ὄλιβερ. Ἀπέσῃς δὲ Μέθουεν ἔχασεν πάλιν ἔδαφος. [635,178,923,217]
col3-parliament-body [635,535,923,710]
dialogue-line: Ἐν μέσῳ θορύβου καὶ διαμαρτυριῶν ἐκ τῆς ἀριστερᾶς ὁ κ. ΘΕΟΤΟΚΗΣ λέγει ὅτι ἡ κυβέρνησις θὰ ἀποσύρῃ τὸ νομοσχέδιον ἐὰν ἡ ἐπιτροπὴ καὶ ἡ Βουλὴ δὲν θελήσουν νὰ ἐργασθῶσιν ἐπὶ αὐτοῦ κατὰ τὰς ἐργασίας τῆς Βουλῆς. [43,1676,312,1742]
article-paragraph: Ὁ κ. Πρωθυπουργὸς ἐδήλωσε συγχρόνως πρὸς τοὺς φίλους του βουλευτάς, ὅτι μετὰ τὴν ἐπιψήφισιν τοῦ προϋπολογισμοῦ ἡ Βουλὴ θὰ διακοπῇ ὅπως ἐπαναληφθῶσιν τὴν Δευτέραν τοῦ Θωμᾶ πρὸς συζήτησιν καὶ ἐπιψήφισιν τῶν σιδηροδρομικῶν συμβάσεων καὶ τῶν ἄλλων σπουδαίων νομοσχεδίων. [635,629,923,709]
small-ad: Πωλοῦνται τέσσαρες κάρα γεμάτη καὶ πολλὰ ἄλλα πράγματα, σχεδὸν καινουργῆ καὶ εἰς λίαν χαμηλὰς τιμὰς. Πληροφορίαι δίδονται εἰς τὸ Παλαιὸν Φάληρον παρὰ τῷ κ. Ἰω. Σταματόπουλον. [1247,1587,1535,1640]
column-2 [329,178,617,2298]
article-paragraph: Μετὰ ζωηρὰν διαλογικὴν συζήτησιν, τῶν περισσοτέρων βουλευτῶν ἱσταμένων ὀρθίων, ἐπέρχεται συνεννόησις καὶ ἀναβάλλεται ἡ συζήτησις τοῦ Προξενικοῦ νομοσχεδίου. Ψηφίζονται ἐν μέσῳ θορύβου ἀκολούθως διάφορα ἄλλα ἐπουσιώδη νομοσχέδια εἰς α' καὶ β' ἀνάγνωσιν. [329,205,617,285]
ad-price: —5 Λεπτὰ 5— [1345,1157,1436,1172]
article-paragraph: ΜΙΣΤΡΑΗΣ. Ἡ κατασκευὴ εἶνε μαλλὴ. [953,1015,1155,1028]
newspaper-subtitle: ΗΜΕΡΟΛΟΓΙΟΝ [99,233,256,251]
article-body: Τηλεγραφήματα πρὸς τὰς ἐφημερίδας, ἀγγέλλουν, ὅτι γενομένης μάχης εἰκοσι μίλια πρὸς βορρᾶν τῆς Κίμπερλεϋ, οἱ Ἄγγλοι ὑπεχώρησαν ἡττηθέντες. [329,917,617,977]
article-paragraph: ΣΑΡΣΕΝΤΗΣ. Τὸ μέρος εἶνε ἐπίπεδον, τεχνικὰ ἔργα δὲν ἀπαιτοῦνται, ὥστε δὲν βλάπτει νὰ κατασκευασθῇ ἡ γραμμὴ μέχρι Πύλου καὶ ἀπὸ ἐκεῖ μέχρι Φιλιατρῶν. [941,919,1229,959]
dialogue-line: Ὁ κ. ΒΙΤΑΛΗΣ ἐπιμόνως ζητεῖ νὰ λάβῃ τὸν λόγον ἐπὶ ἀναπληρωματικῆς πιστώσεως τοῦ ὑπουργείου τῶν Στρατιωτικῶν καὶ ἀπὸ τοῦ βήματος ἀπευθύνει πρὸς τὸν κ. Θεοτόκην λέγων πολλὰ καὶ διάφορα. [43,1374,312,1440]
dialogue-line: ΒΙΤΑΛΗΣ. Ἡσυχάσατε κύριοι. Οἱ Ἀγγλοι λέγουν ὅτι ὁ χρόνος εἶνε χρῆμα. [43,848,312,875]
dialogue-line: Ὁ κ. ΠΟΤΑΜΙΑΝΟΣ παρατηρεῖ, ὅτι πρέπει νὰ τεθῇ εἰς συζήτησιν ἵνα μὴ διαλυθῇ ἡ Βουλὴ ἄνευ αὐτοῦ. [43,1744,312,1783]
dialogue-line: Ἀναγινώσκεται καὶ πάλιν ὁ κατάλογος καὶ ἡ Βουλὴ εὑρίσκεται ἐν ἀπαρτίᾳ παρόντων 126 βουλευτῶν. [43,1318,312,1357]
article-paragraph: Ὁ Πρόεδρος τῆς Ὀράγγης εἰς τὴν πρωτεύουσαν Κρουνστὰδ ἐντὸς ὀλίγων ἡμερῶν θὰ ἐκφωνήσῃ τὸν ἐναρκτήριον λόγον εἰς τὴν Βουλήν, ὅστις θὰ εἶνε σπουδαιότατος. [635,410,923,463]
article-paragraph: ΜΙΣΤΡΑΗΣ. Ἐπιφυλάσσομαι καὶ ἐγὼ τότε νὰ ἀναπτύξω τὸ ζήτημα. [1247,435,1535,461]
ad-main: Σ. ΣΑΜΩΤΗ [1279,1215,1502,1257]
dialogue-line: ΠΡΟΕΔΡΟΣ (κρούων τὸν κώδωνα). Μὴ τοιαύτας φράσεις, παρακαλῶ. [43,750,312,775]
masthead-rule [39,148,1539,158]
dialogue-line: Ψηφίζονται καὶ ἄλλα τινὰ νομοσχέδια εἰς β' ἀνάγνωσιν καὶ ὁ Πρόεδρος προτείνει τὴν εἰς β' ἀνάγνωσιν συζήτησιν τοῦ προξενικοῦ νομοσχεδίου. [43,1580,312,1633]
headline-sub: ΥΠΟ ΤΟΥ ΒΟΥΛΕΥΤΟΥ ΤΡΙΦΥΛΙΑΣ [948,229,1222,247]
dialogue-line: Ψηφίζονται ἀναπληρωματικαί τινες πιστώσεις. [55,1359,308,1372]
dialogue-line: ΠΡΟΕΔΡΟΣ. Ἐπιμένετε κ. βουλευτά; [55,1289,249,1302]
headline-sub: ΤΗΣ ΕΘΝΙΚΗΣ ΤΡΑΠΕΖΗΣ ΤΗΣ ΕΛΛΑΔΟΣ [659,1142,899,1156]
article-paragraph: ΜΙΣΤΡΑΗΣ. Ἡ κατασκευὴ εἶνε μαλλὴ. [953,905,1155,917]
dialogue-line: ΠΡΟΕΔΡΟΣ. Παρακαλῶ, κ. βουλευτὰ. Αὐτὸ ἐξαρτᾶται ἀπὸ τὴν πλειονοψηφίαν. [43,1247,312,1273]
dateline: ΠΑΡΙΣΙΟΙ, 16 Μαρτίου. [341,494,499,509]
